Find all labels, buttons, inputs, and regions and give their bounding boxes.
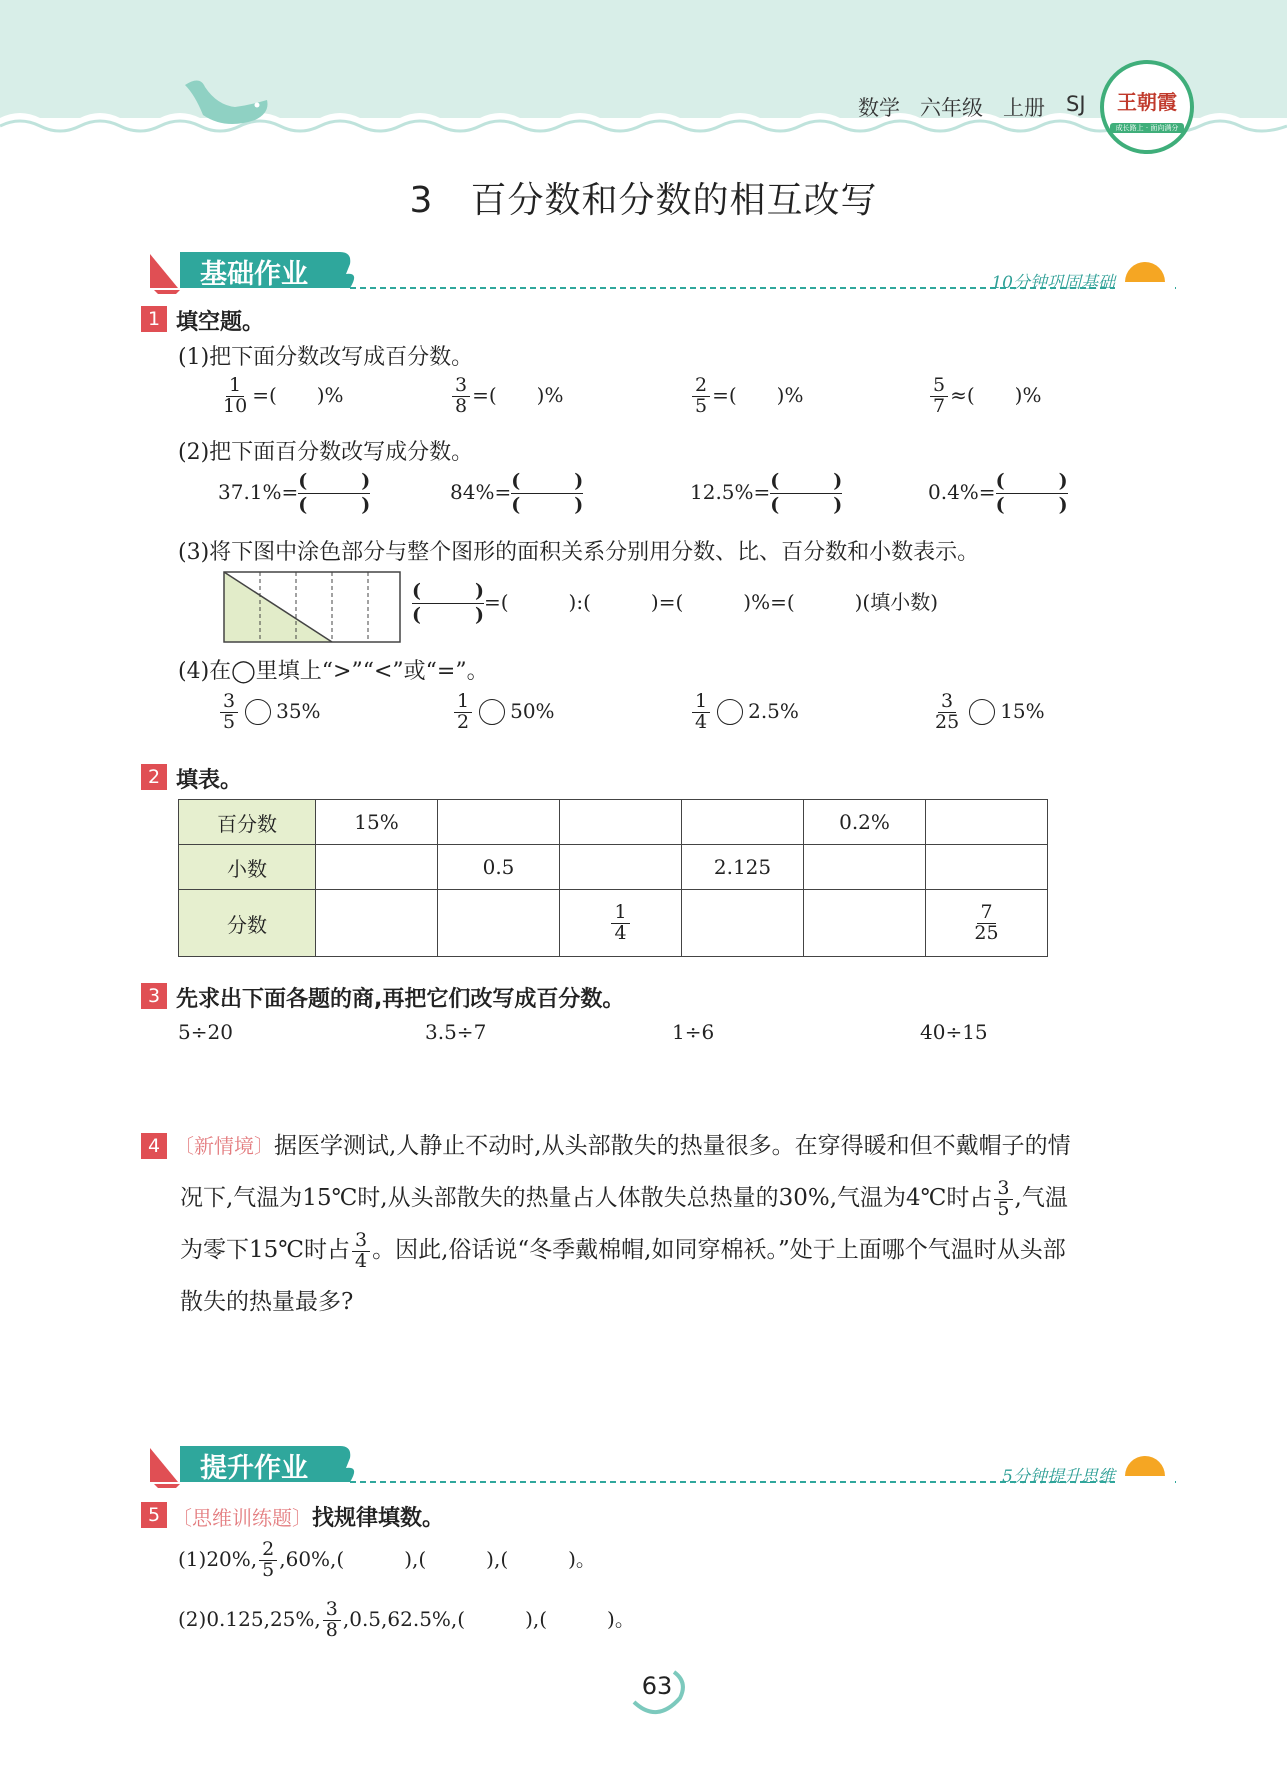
q3-item: 3.5÷7 [425, 1020, 487, 1044]
q5-line2: (2)0.125,25%, $\frac{3}{8}$ ,0.5,62.5%,( ),( )。 [178, 1598, 635, 1641]
table-cell[interactable] [804, 890, 926, 957]
table-cell[interactable]: 0.2% [804, 800, 926, 845]
logo-badge [1100, 60, 1194, 154]
q1-part1-item: $\frac{2}{5}$ =( )% [690, 376, 803, 417]
table-cell[interactable] [316, 845, 438, 890]
q5-number: 5 [141, 1502, 167, 1528]
header-volume: 上册 [1003, 96, 1045, 120]
section-basic-banner [140, 246, 1180, 296]
page-number: 63 [641, 1672, 673, 1700]
table-cell[interactable] [438, 890, 560, 957]
q3-heading: 先求出下面各题的商,再把它们改写成百分数。 [176, 987, 625, 1012]
q1-part2-item: 12.5%= ( ) ( ) [690, 470, 843, 516]
q3-item: 1÷6 [672, 1020, 715, 1044]
section-advanced-note: 5分钟提升思维 [1002, 1467, 1115, 1487]
q5-tag: 〔思维训练题〕 [172, 1506, 312, 1530]
logo-subtext: 成长路上 · 面向满分 [1110, 123, 1184, 133]
q1-part2-item: 37.1%= ( ) ( ) [218, 470, 371, 516]
q4-paragraph: 〔新情境〕据医学测试,人静止不动时,从头部散失的热量很多。在穿得暖和但不戴帽子的情 况下,气温为15℃时,从头部散失的热量占人体散失总热量的30%,气温为4℃时占 $\frac{3}{5}$ ,气温 为零下15℃时占 $\frac{3}{4}$ 。因此,俗话说“冬季戴棉帽,如同穿棉袄。”处于上面哪个气温时从头部 散失的热量最多? [174, 1133, 1071, 1315]
table-cell[interactable] [682, 800, 804, 845]
table-cell[interactable] [804, 845, 926, 890]
q1-part4-label: (4)在◯里填上“>”“<”或“=”。 [178, 659, 489, 684]
table-cell[interactable] [682, 890, 804, 957]
compare-circle[interactable] [479, 699, 505, 725]
q5-heading: 〔思维训练题〕找规律填数。 [172, 1506, 445, 1531]
table-row [179, 845, 1048, 890]
q2-heading: 填表。 [176, 768, 243, 793]
q1-part1-item: $\frac{5}{7}$ ≈( )% [928, 376, 1041, 417]
table-cell[interactable] [926, 845, 1048, 890]
compare-circle[interactable] [969, 699, 995, 725]
table-cell[interactable]: $\frac{7}{25}$ [926, 890, 1048, 957]
q1-part2-label: (2)把下面百分数改写成分数。 [178, 440, 474, 465]
table-cell[interactable]: 0.5 [438, 845, 560, 890]
table-row [179, 800, 1048, 845]
page-title: 3 百分数和分数的相互改写 [409, 180, 878, 221]
section-advanced-title: 提升作业 [200, 1453, 308, 1484]
conversion-table [178, 799, 1048, 957]
table-cell[interactable] [560, 800, 682, 845]
section-basic-note: 10分钟巩固基础 [991, 273, 1115, 293]
table-cell[interactable] [316, 890, 438, 957]
q4-number: 4 [141, 1133, 167, 1159]
q3-item: 5÷20 [178, 1020, 233, 1044]
compare-circle[interactable] [717, 699, 743, 725]
row-header: 百分数 [179, 800, 316, 845]
section-basic-title: 基础作业 [200, 259, 308, 290]
q1-part2-item: 84%= ( ) ( ) [450, 470, 584, 516]
row-header: 分数 [179, 890, 316, 957]
q1-part1-item: $\frac{1}{10}$ =( )% [223, 374, 344, 417]
table-cell[interactable]: $\frac{1}{4}$ [560, 890, 682, 957]
q1-part4-item: $\frac{1}{2}$ 50% [452, 692, 555, 733]
q1-part3-expression: ( ) ( ) =( ):( )=( )%=( )(填小数) [412, 580, 939, 626]
table-row [179, 890, 1048, 957]
q1-part4-item: $\frac{3}{5}$ 35% [218, 692, 321, 733]
table-cell[interactable] [926, 800, 1048, 845]
shaded-rectangle-figure [222, 570, 402, 644]
header-grade: 六年级 [920, 96, 983, 120]
q5-line1: (1)20%, $\frac{2}{5}$ ,60%,( ),( ),( )。 [178, 1538, 596, 1581]
row-header: 小数 [179, 845, 316, 890]
q1-part3-label: (3)将下图中涂色部分与整个图形的面积关系分别用分数、比、百分数和小数表示。 [178, 540, 980, 565]
q2-number: 2 [141, 764, 167, 790]
header-subject: 数学 [858, 96, 900, 120]
q1-part4-item: $\frac{3}{25}$ 15% [935, 690, 1045, 733]
q1-number: 1 [141, 306, 167, 332]
q1-part1-item: $\frac{3}{8}$ =( )% [450, 376, 563, 417]
table-cell[interactable] [438, 800, 560, 845]
header-edition: SJ [1066, 92, 1086, 116]
section-advanced-banner [140, 1440, 1180, 1490]
whale-icon [175, 75, 275, 130]
logo-text: 王朝霞 [1117, 90, 1177, 114]
q1-heading: 填空题。 [176, 310, 265, 335]
compare-circle[interactable] [245, 699, 271, 725]
q1-part2-item: 0.4%= ( ) ( ) [928, 470, 1068, 516]
q3-item: 40÷15 [920, 1020, 988, 1044]
q1-part1-label: (1)把下面分数改写成百分数。 [178, 345, 474, 370]
q1-part4-item: $\frac{1}{4}$ 2.5% [690, 692, 799, 733]
q4-tag: 〔新情境〕 [174, 1134, 274, 1158]
table-cell[interactable] [560, 845, 682, 890]
q3-number: 3 [141, 983, 167, 1009]
table-cell[interactable]: 15% [316, 800, 438, 845]
table-cell[interactable]: 2.125 [682, 845, 804, 890]
